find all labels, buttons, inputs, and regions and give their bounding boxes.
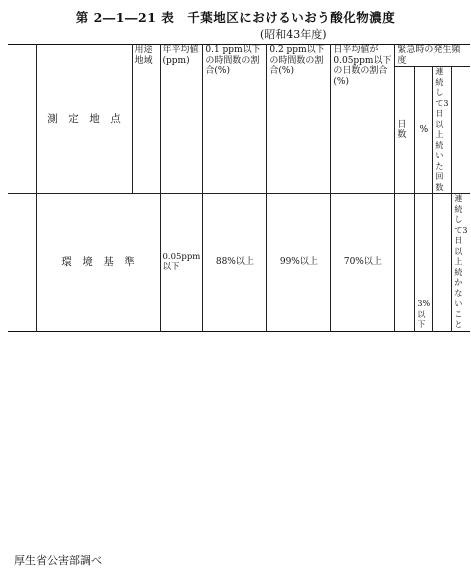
header-daily: 日平均値が0.05ppm以下の日数の割合(%) bbox=[331, 45, 395, 194]
header-p02: 0.2 ppm以下の時間数の割合(%) bbox=[267, 45, 331, 194]
standard-p01: 88%以上 bbox=[203, 194, 267, 332]
header-days: 日数 bbox=[395, 67, 415, 194]
header-pct: % bbox=[415, 67, 433, 194]
header-cont-not: 連続して3日以上続かないこと bbox=[452, 194, 470, 332]
standard-row bbox=[8, 194, 470, 332]
table-subtitle: (昭和43年度) bbox=[260, 28, 327, 41]
standard-daily: 70%以上 bbox=[331, 194, 395, 332]
sulfur-oxide-table bbox=[8, 44, 470, 332]
header-cont-over: 連続して3日以上続いた回数 bbox=[433, 67, 452, 194]
table-title: 第 2―1―21 表 千葉地区におけるいおう酸化物濃度 bbox=[75, 10, 396, 25]
table-body bbox=[8, 45, 470, 332]
header-place: 測 定 地 点 bbox=[36, 45, 132, 194]
header-avg: 年平均値(ppm) bbox=[160, 45, 203, 194]
standard-avg: 0.05ppm以下 bbox=[160, 194, 203, 332]
source-note: 厚生省公害部調べ bbox=[14, 554, 102, 567]
standard-label: 環 境 基 準 bbox=[36, 194, 160, 332]
header-use: 用途地域 bbox=[132, 45, 160, 194]
standard-pct: 3%以下 bbox=[415, 194, 433, 332]
header-urgent: 緊急時の発生頻度 bbox=[395, 45, 470, 67]
header-row-1 bbox=[8, 45, 470, 67]
standard-p02: 99%以上 bbox=[267, 194, 331, 332]
header-p01: 0.1 ppm以下の時間数の割合(%) bbox=[203, 45, 267, 194]
